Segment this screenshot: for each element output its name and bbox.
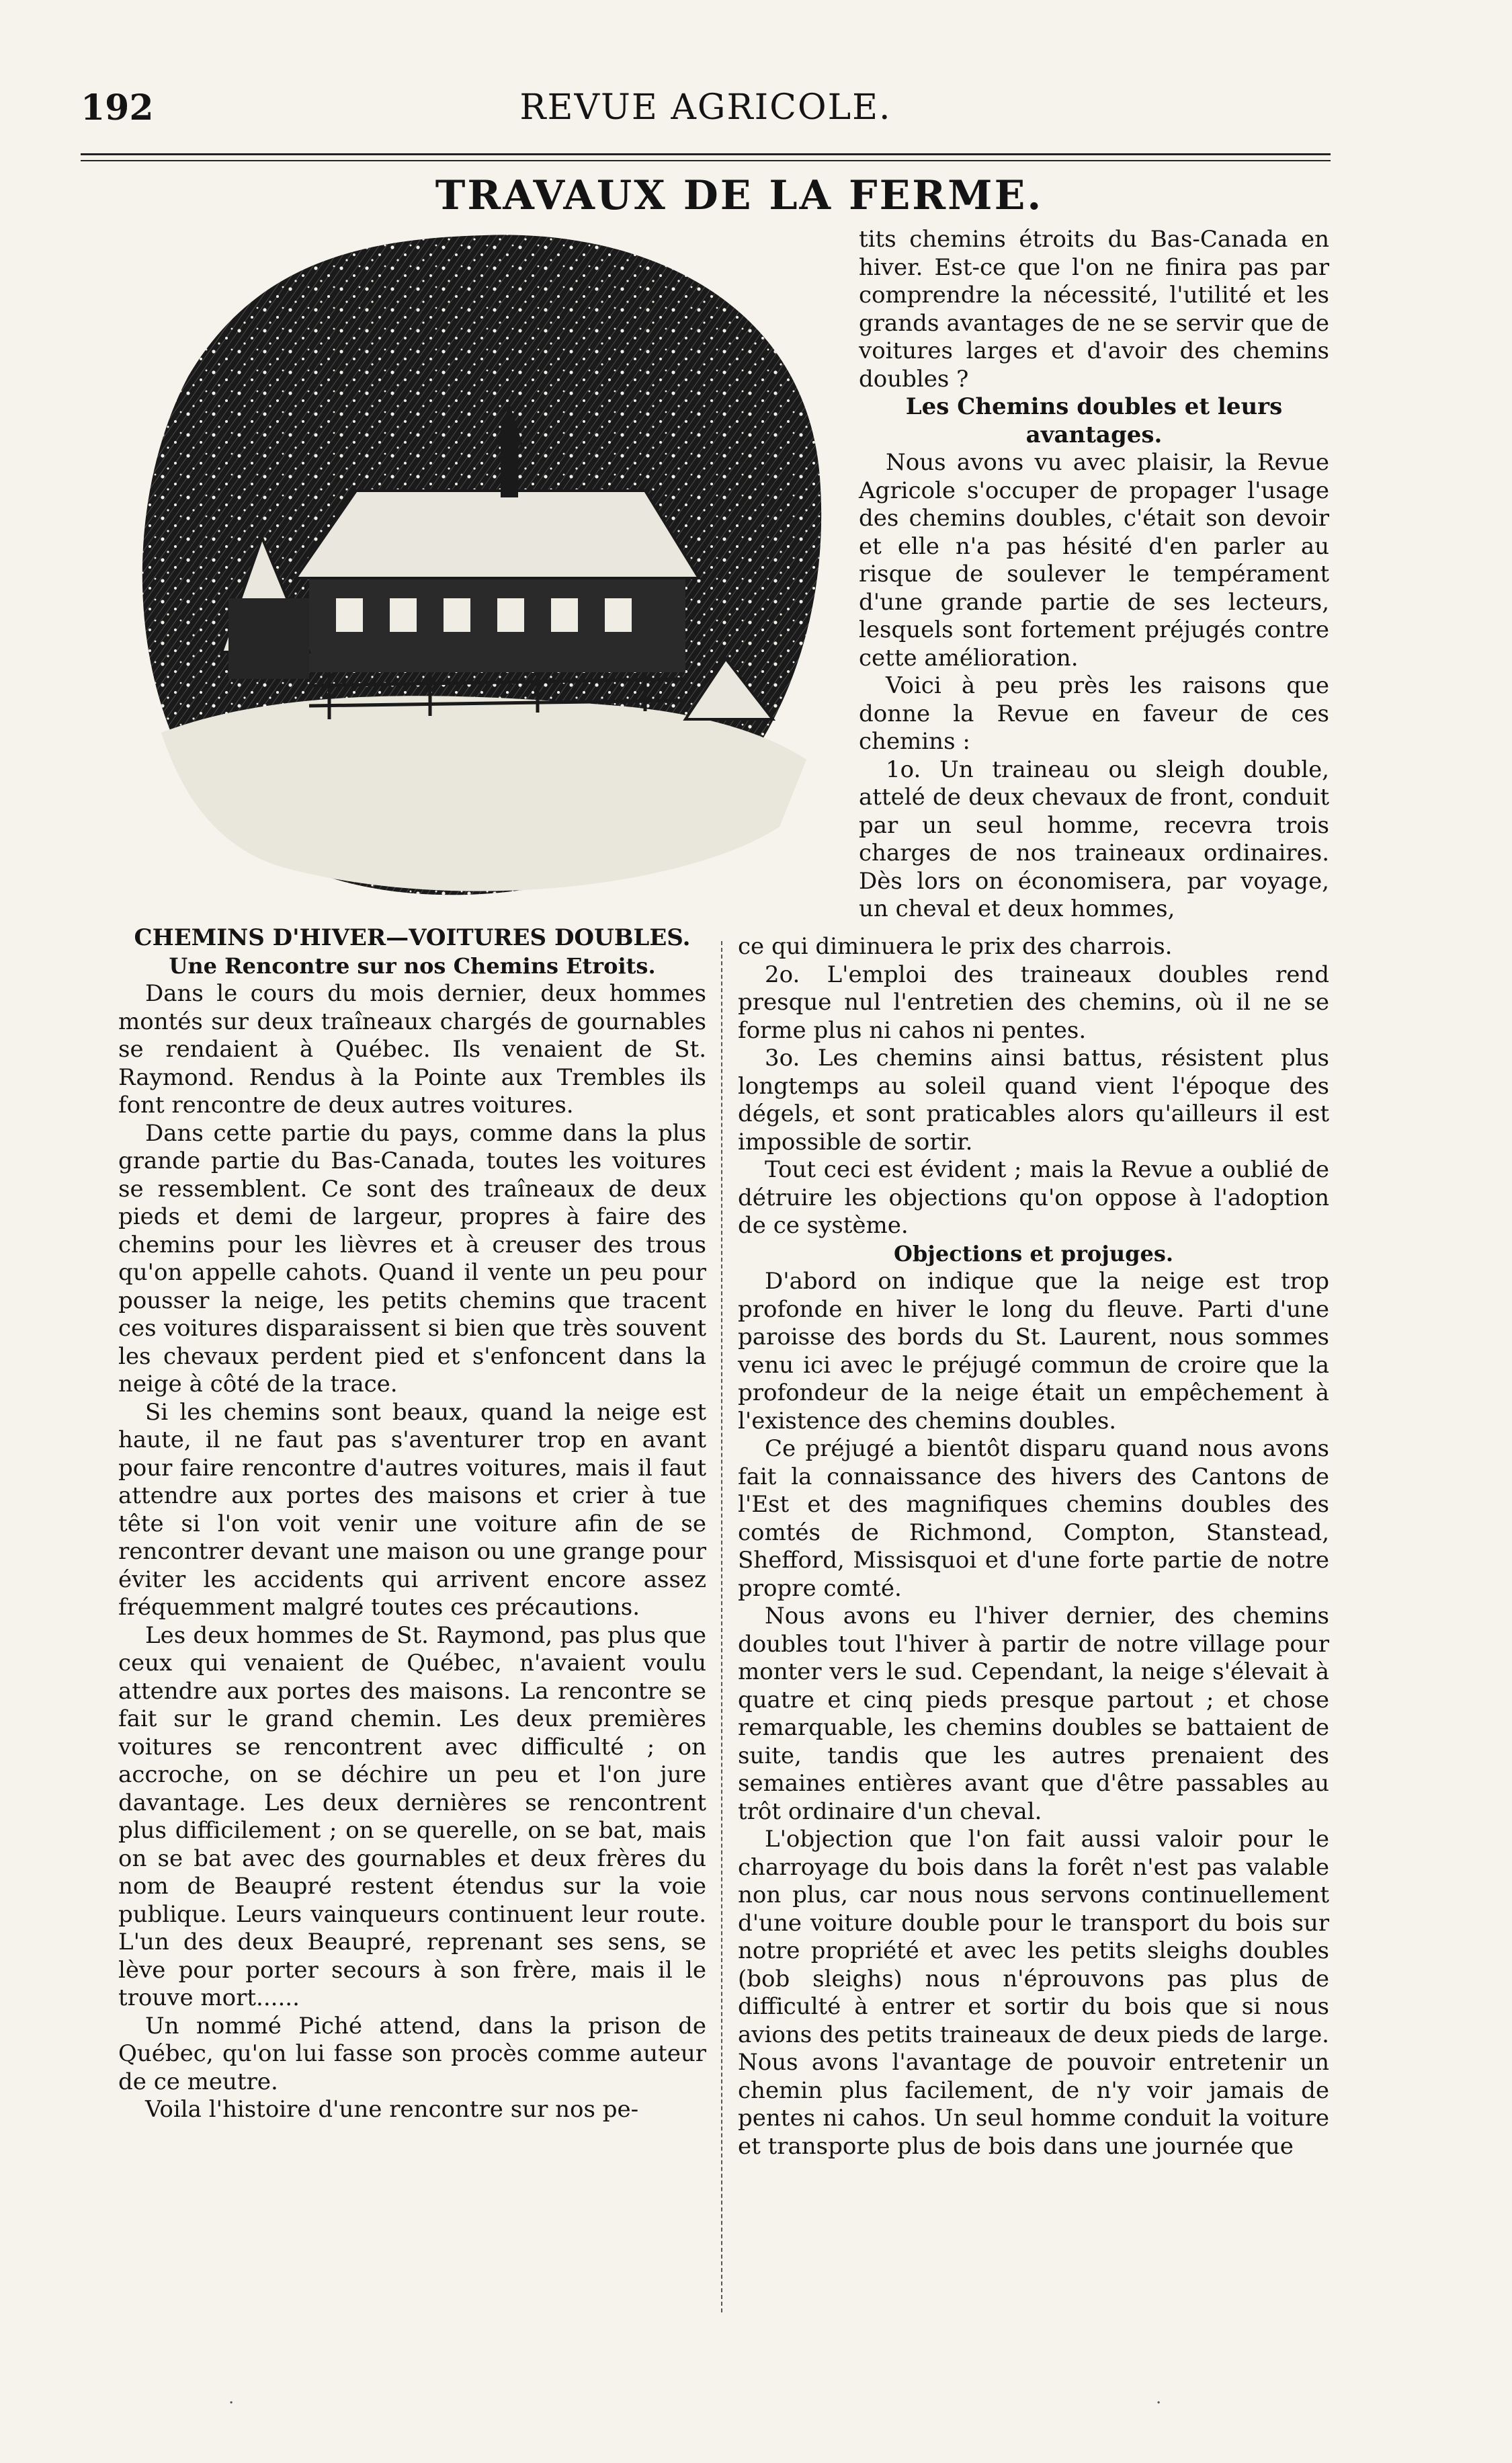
header-rule-thin [81,160,1331,161]
paragraph: Si les chemins sont beaux, quand la neige est haute, il ne faut pas s'aventurer trop en avant pour faire rencontre d'autres voitures, mais il faut attendre aux portes des maisons et crier à tue tête si l'on voit venir une voiture afin de se rencontrer devant une maison ou une grange pour éviter les accidents qui arrivent encore assez fréquemment malgré toutes ces précautions. [118,1398,706,1621]
article-heading: CHEMINS D'HIVER—VOITURES DOUBLES. [134,924,691,951]
paragraph: L'objection que l'on fait aussi valoir pour le charroyage du bois dans la forêt n'est pas valable non plus, car nous nous servons continuellement d'une voiture double pour le transport du bois sur notre propriété et avec les petits sleighs doubles (bob sleighs) nous n'éprouvons pas plus de difficulté à entrer et sortir du bois que si nous avions des petits traineaux de deux pieds de large. Nous avons l'avantage de pouvoir entretenir un chemin plus facilement, de n'y voir jamais de pentes ni cahos. Un seul homme conduit la voiture et transporte plus de bois dans une journée que [738,1826,1329,2160]
page-number: 192 [81,87,154,128]
subsection-heading: Les Chemins doubles et leurs avantages. [905,393,1283,448]
section-title: TRAVAUX DE LA FERME. [435,172,1044,219]
paragraph: 3o. Les chemins ainsi battus, résistent plus longtemps au soleil quand vient l'époque des dégels, et sont praticables alors qu'ailleurs il est impossible de sortir. [738,1045,1329,1156]
paragraph: Tout ceci est évident ; mais la Revue a oublié de détruire les objections qu'on oppose à l'adoption de ce système. [738,1156,1329,1239]
running-title: REVUE AGRICOLE. [519,87,892,128]
paragraph: Ce préjugé a bientôt disparu quand nous avons fait la connaissance des hivers des Cantons de l'Est et des magnifiques chemins doubles des comtés de Richmond, Compton, Stanstead, Shefford, Missisquoi et d'une forte partie de notre propre comté. [738,1435,1329,1602]
winter-farmhouse-illustration [108,222,847,921]
paragraph: Nous avons vu avec plaisir, la Revue Agricole s'occuper de propager l'usage des chemins doubles, c'était son devoir et elle n'a pas hésité d'en parler au risque de soulever le tempérament d'une grande partie de ses lecteurs, lesquels sont fortement préjugés contre cette amélioration. [859,449,1329,672]
paragraph: Voila l'histoire d'une rencontre sur nos pe- [145,2096,639,2123]
paragraph: 2o. L'emploi des traineaux doubles rend presque nul l'entretien des chemins, où il ne se forme plus ni cahos ni pentes. [738,961,1329,1044]
paragraph: Dans cette partie du pays, comme dans la plus grande partie du Bas-Canada, toutes les voitures se ressemblent. Ce sont des traîneaux de deux pieds et demi de largeur, propres à faire des chemins pour les lièvres et à creuser des trous qu'on appelle cahots. Quand il vente un peu pour pousser la neige, les petits chemins que tracent ces voitures disparaissent si bien que très souvent les chevaux perdent pied et s'enfoncent dans la neige à côté de la trace. [118,1119,706,1398]
paragraph: Voici à peu près les raisons que donne la Revue en faveur de ces chemins : [859,672,1329,755]
paragraph: D'abord on indique que la neige est trop profonde en hiver le long du fleuve. Parti d'une paroisse des bords du St. Laurent, nous sommes venu ici avec le préjugé commun de croire que la profondeur de la neige était un empêchement à l'existence des chemins doubles. [738,1268,1329,1435]
paragraph: ce qui diminuera le prix des charrois. [738,933,1173,960]
column-divider [721,941,722,2312]
paragraph: Nous avons eu l'hiver dernier, des chemins doubles tout l'hiver à partir de notre village pour monter vers le sud. Cependant, la neige s'élevait à quatre et cinq pieds presque partout ; et chose remarquable, les chemins doubles se battaient de suite, tandis que les autres prenaient des semaines entières avant que d'être passables au trôt ordinaire d'un cheval. [738,1603,1329,1825]
top-right-column [859,226,1329,924]
paragraph: 1o. Un traineau ou sleigh double, attelé de deux chevaux de front, conduit par un seul homme, recevra trois charges de nos traineaux ordinaires. Dès lors on économisera, par voyage, un cheval et deux hommes, [859,756,1329,922]
paragraph: Un nommé Piché attend, dans la prison de Québec, qu'on lui fasse son procès comme auteur de ce meutre. [118,2012,706,2095]
paragraph: tits chemins étroits du Bas-Canada en hiver. Est-ce que l'on ne finira pas par comprendre la nécessité, l'utilité et les grands avantages de ne se servir que de voitures larges et d'avoir des chemins doubles ? [859,226,1329,393]
article-subheading: Une Rencontre sur nos Chemins Etroits. [169,953,656,979]
subsection-heading: Objections et projuges. [894,1240,1173,1266]
page-header [81,87,1331,141]
header-rule [81,153,1331,155]
paragraph: Les deux hommes de St. Raymond, pas plus que ceux qui venaient de Québec, n'avaient voulu attendre aux portes des maisons. La rencontre se fait sur le grand chemin. Les deux premières voitures se rencontrent avec difficulté ; on accroche, on se déchire un peu et l'on jure davantage. Les deux dernières se rencontrent plus difficilement ; on se querelle, on se bat, mais on se bat avec des gournables et deux frères du nom de Beaupré restent étendus sur la voie publique. Leurs vainqueurs continuent leur route. L'un des deux Beaupré, reprenant ses sens, se lève pour porter secours à son frère, mais il le trouve mort...... [118,1621,706,2011]
print-speck: · [1156,2393,1162,2413]
print-speck: · [228,2393,235,2413]
left-column [118,924,706,2124]
right-column [738,933,1329,2161]
paragraph: Dans le cours du mois dernier, deux hommes montés sur deux traîneaux chargés de gournables se rendaient à Québec. Ils venaient de St. Raymond. Rendus à la Pointe aux Trembles ils font rencontre de deux autres voitures. [118,980,706,1119]
